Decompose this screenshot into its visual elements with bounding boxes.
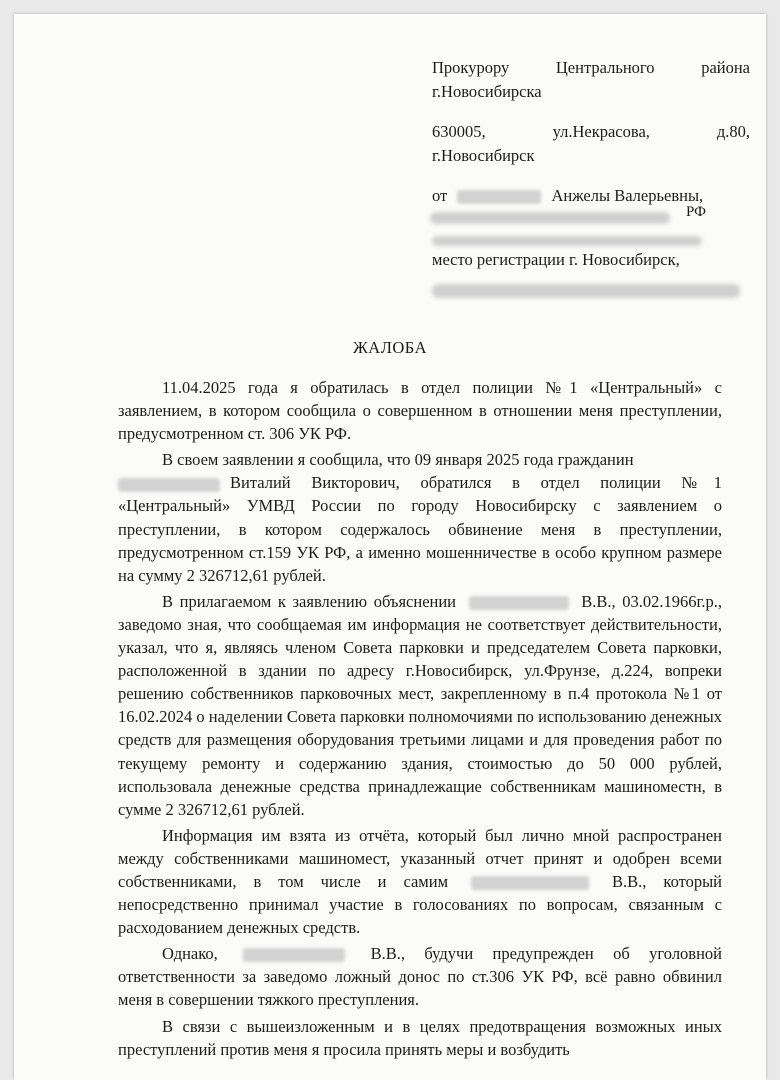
document-body [118, 376, 722, 1064]
paragraph-4 [118, 824, 722, 939]
redacted-line [432, 236, 702, 246]
redacted-surname [243, 948, 345, 962]
document-title: ЖАЛОБА [353, 338, 427, 357]
redacted-surname [118, 478, 220, 492]
redacted-surname [469, 596, 569, 610]
paragraph-4-rest: В.В., который непосредственно принимал участие в голосованиях по вопросам, связанным с расходованием денежных средств. [118, 871, 723, 938]
sender-registration: место регистрации г. Новосибирск, [432, 250, 680, 269]
recipient-line-1: Прокурору Центрального района [432, 58, 750, 77]
redacted-line [430, 212, 670, 224]
paragraph-5-rest: В.В., будучи предупрежден об уголовной ответственности за заведомо ложный донос по ст.306 УК РФ, всё равно обвинил меня в совершении тяжкого преступления. [118, 944, 723, 1010]
paragraph-6: В связи с вышеизложенным и в целях предотвращения возможных иных преступлений против меня я просила принять меры и возбудить [118, 1016, 722, 1059]
paragraph-5 [118, 942, 722, 1011]
paragraph-2-start: В своем заявлении я сообщила, что 09 января 2025 года гражданин [162, 450, 634, 470]
recipient-line-2: г.Новосибирска [432, 82, 542, 101]
paragraph-1: 11.04.2025 года я обратилась в отдел полиции №1 «Центральный» с заявлением, в котором сообщила о совершенном в отношении меня преступлении, предусмотренном ст. 306 УК РФ. [118, 378, 722, 444]
recipient-address-line-1: 630005, ул.Некрасова, д.80, [432, 122, 750, 141]
redacted-surname [457, 190, 541, 204]
redacted-line [432, 284, 740, 298]
recipient-address-line-2: г.Новосибирск [432, 146, 535, 165]
paragraph-3-rest: В.В., 03.02.1966г.р., заведомо зная, что сообщаемая им информация не соответствует действительности, указал, что я, являясь членом Совета парковки и председателем Совета парковки, расположенной в здании по адресу г.Новосибирск, ул.Фрунзе, д.224, вопреки решению собственников парковочных мест, закрепленному в п.4 протокола №1 от 16.02.2024 о наделении Совета парковки полномочиями по использованию денежных средств для размещения оборудования третьими лицами и для проведения работ по текущему ремонту и содержанию здания, стоимостью до 50 000 рублей, использовала денежные средства принадлежащие собственникам машиноместн, в сумме 2 326712,61 рублей. [118, 591, 723, 819]
paragraph-3 [118, 590, 722, 821]
sender-from-prefix: от [432, 186, 448, 205]
paragraph-2-rest: Виталий Викторович, обратился в отдел полиции №1 «Центральный» УМВД России по городу Новосибирску с заявлением о преступлении, в котором содержалось обвинение меня в преступлении, предусмотренном ст.159 УК РФ, а именно мошенничестве в особо крупном размере на сумму 2 326712,61 рублей. [118, 473, 722, 585]
paragraph-2 [118, 448, 722, 587]
paragraph-4-start: Информация им взята из отчёта, который был лично мной распространен между собственниками машиномест, указанный отчет принят и одобрен всеми собственниками, в том числе и самим [118, 825, 722, 891]
sender-name: Анжелы Валерьевны, [551, 186, 704, 205]
paragraph-5-start: Однако, [162, 944, 218, 964]
sender-partial-text: РФ [686, 204, 706, 220]
redacted-surname [471, 876, 589, 890]
paragraph-3-start: В прилагаемом к заявлению объяснении [162, 591, 457, 611]
